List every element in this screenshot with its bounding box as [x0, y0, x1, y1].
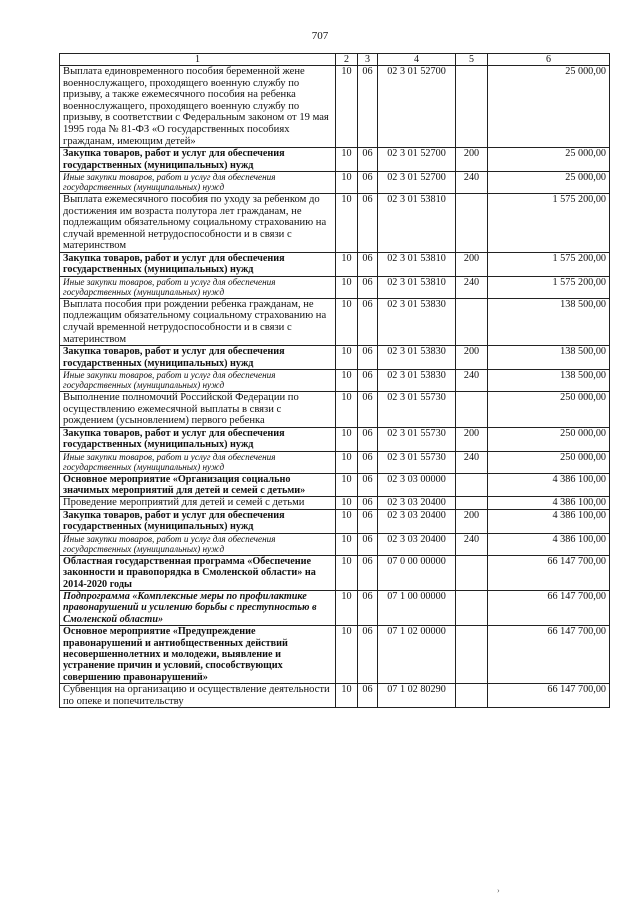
row-name-cell: Иные закупки товаров, работ и услуг для обеспечения государственных (муниципальных) нужд	[60, 451, 336, 473]
table-row	[60, 427, 610, 451]
table-row	[60, 66, 610, 148]
section-code-cell: 10	[336, 497, 358, 510]
target-article-cell: 07 0 00 00000	[378, 555, 456, 590]
table-row	[60, 555, 610, 590]
subsection-code-cell: 06	[358, 427, 378, 451]
subsection-code-cell: 06	[358, 684, 378, 708]
section-code-cell: 10	[336, 252, 358, 276]
header-col-1: 1	[60, 54, 336, 66]
amount-cell: 138 500,00	[488, 346, 610, 370]
target-article-cell: 02 3 01 55730	[378, 427, 456, 451]
table-row	[60, 193, 610, 252]
row-name-cell: Иные закупки товаров, работ и услуг для обеспечения государственных (муниципальных) нужд	[60, 276, 336, 298]
expense-type-cell: 200	[456, 252, 488, 276]
amount-cell: 66 147 700,00	[488, 555, 610, 590]
row-name-cell: Основное мероприятие «Предупреждение правонарушений и антиобщественных действий несовершеннолетних и молодежи, выявление и устранение причин и условий, способствующих совершению правонарушений»	[60, 626, 336, 684]
amount-cell: 1 575 200,00	[488, 193, 610, 252]
table-row	[60, 451, 610, 473]
header-col-3: 3	[358, 54, 378, 66]
section-code-cell: 10	[336, 369, 358, 391]
target-article-cell: 02 3 01 53810	[378, 276, 456, 298]
amount-cell: 25 000,00	[488, 66, 610, 148]
section-code-cell: 10	[336, 427, 358, 451]
expense-type-cell: 200	[456, 148, 488, 172]
subsection-code-cell: 06	[358, 148, 378, 172]
section-code-cell: 10	[336, 298, 358, 345]
subsection-code-cell: 06	[358, 252, 378, 276]
target-article-cell: 02 3 01 52700	[378, 148, 456, 172]
amount-cell: 4 386 100,00	[488, 533, 610, 555]
table-row	[60, 684, 610, 708]
row-name-cell: Основное мероприятие «Организация социально значимых мероприятий для детей и семей с детьми»	[60, 473, 336, 497]
target-article-cell: 02 3 01 53830	[378, 369, 456, 391]
amount-cell: 66 147 700,00	[488, 626, 610, 684]
row-name-cell: Субвенция на организацию и осуществление деятельности по опеке и попечительству	[60, 684, 336, 708]
expense-type-cell: 240	[456, 171, 488, 193]
target-article-cell: 02 3 03 20400	[378, 533, 456, 555]
row-name-cell: Выполнение полномочий Российской Федерации по осуществлению ежемесячной выплаты в связи с рождением (усыновлением) первого ребенка	[60, 391, 336, 427]
amount-cell: 4 386 100,00	[488, 509, 610, 533]
table-row	[60, 171, 610, 193]
table-row	[60, 148, 610, 172]
table-row	[60, 369, 610, 391]
target-article-cell: 02 3 01 53830	[378, 298, 456, 345]
row-name-cell: Закупка товаров, работ и услуг для обеспечения государственных (муниципальных) нужд	[60, 148, 336, 172]
subsection-code-cell: 06	[358, 193, 378, 252]
expense-type-cell	[456, 193, 488, 252]
amount-cell: 250 000,00	[488, 391, 610, 427]
header-col-5: 5	[456, 54, 488, 66]
row-name-cell: Областная государственная программа «Обеспечение законности и правопорядка в Смоленской области» на 2014-2020 годы	[60, 555, 336, 590]
subsection-code-cell: 06	[358, 497, 378, 510]
table-row	[60, 626, 610, 684]
amount-cell: 66 147 700,00	[488, 590, 610, 625]
scan-mark: ›	[497, 886, 500, 895]
subsection-code-cell: 06	[358, 533, 378, 555]
table-row	[60, 252, 610, 276]
subsection-code-cell: 06	[358, 451, 378, 473]
header-col-4: 4	[378, 54, 456, 66]
section-code-cell: 10	[336, 66, 358, 148]
table-row	[60, 276, 610, 298]
table-row	[60, 590, 610, 625]
section-code-cell: 10	[336, 171, 358, 193]
target-article-cell: 02 3 01 53810	[378, 193, 456, 252]
expense-type-cell	[456, 298, 488, 345]
target-article-cell: 02 3 03 20400	[378, 497, 456, 510]
section-code-cell: 10	[336, 391, 358, 427]
header-col-2: 2	[336, 54, 358, 66]
row-name-cell: Закупка товаров, работ и услуг для обеспечения государственных (муниципальных) нужд	[60, 427, 336, 451]
table-row	[60, 391, 610, 427]
section-code-cell: 10	[336, 473, 358, 497]
target-article-cell: 02 3 03 20400	[378, 509, 456, 533]
section-code-cell: 10	[336, 626, 358, 684]
row-name-cell: Иные закупки товаров, работ и услуг для обеспечения государственных (муниципальных) нужд	[60, 369, 336, 391]
subsection-code-cell: 06	[358, 66, 378, 148]
row-name-cell: Иные закупки товаров, работ и услуг для обеспечения государственных (муниципальных) нужд	[60, 171, 336, 193]
expense-type-cell: 200	[456, 427, 488, 451]
expense-type-cell	[456, 473, 488, 497]
amount-cell: 66 147 700,00	[488, 684, 610, 708]
header-row	[60, 54, 610, 66]
section-code-cell: 10	[336, 684, 358, 708]
section-code-cell: 10	[336, 451, 358, 473]
row-name-cell: Закупка товаров, работ и услуг для обеспечения государственных (муниципальных) нужд	[60, 509, 336, 533]
target-article-cell: 07 1 02 00000	[378, 626, 456, 684]
section-code-cell: 10	[336, 509, 358, 533]
budget-table	[59, 53, 610, 708]
expense-type-cell	[456, 391, 488, 427]
table-row	[60, 298, 610, 345]
row-name-cell: Подпрограмма «Комплексные меры по профилактике правонарушений и усилению борьбы с преступностью в Смоленской области»	[60, 590, 336, 625]
expense-type-cell: 240	[456, 369, 488, 391]
expense-type-cell	[456, 555, 488, 590]
row-name-cell: Закупка товаров, работ и услуг для обеспечения государственных (муниципальных) нужд	[60, 252, 336, 276]
target-article-cell: 02 3 03 00000	[378, 473, 456, 497]
target-article-cell: 02 3 01 52700	[378, 171, 456, 193]
subsection-code-cell: 06	[358, 509, 378, 533]
row-name-cell: Проведение мероприятий для детей и семей с детьми	[60, 497, 336, 510]
table-row	[60, 509, 610, 533]
expense-type-cell	[456, 497, 488, 510]
amount-cell: 4 386 100,00	[488, 497, 610, 510]
table-row	[60, 497, 610, 510]
row-name-cell: Выплата ежемесячного пособия по уходу за ребенком до достижения им возраста полутора лет гражданам, не подлежащим обязательному социальному страхованию на случай временной нетрудоспособности и в связи с материнством	[60, 193, 336, 252]
subsection-code-cell: 06	[358, 276, 378, 298]
expense-type-cell	[456, 684, 488, 708]
target-article-cell: 02 3 01 55730	[378, 451, 456, 473]
section-code-cell: 10	[336, 148, 358, 172]
expense-type-cell: 200	[456, 509, 488, 533]
amount-cell: 138 500,00	[488, 298, 610, 345]
amount-cell: 250 000,00	[488, 451, 610, 473]
amount-cell: 25 000,00	[488, 148, 610, 172]
amount-cell: 4 386 100,00	[488, 473, 610, 497]
subsection-code-cell: 06	[358, 298, 378, 345]
subsection-code-cell: 06	[358, 626, 378, 684]
subsection-code-cell: 06	[358, 473, 378, 497]
header-col-6: 6	[488, 54, 610, 66]
table-row	[60, 473, 610, 497]
subsection-code-cell: 06	[358, 391, 378, 427]
target-article-cell: 02 3 01 52700	[378, 66, 456, 148]
expense-type-cell: 240	[456, 451, 488, 473]
row-name-cell: Закупка товаров, работ и услуг для обеспечения государственных (муниципальных) нужд	[60, 346, 336, 370]
target-article-cell: 07 1 00 00000	[378, 590, 456, 625]
expense-type-cell: 200	[456, 346, 488, 370]
target-article-cell: 02 3 01 55730	[378, 391, 456, 427]
expense-type-cell: 240	[456, 533, 488, 555]
subsection-code-cell: 06	[358, 369, 378, 391]
subsection-code-cell: 06	[358, 590, 378, 625]
expense-type-cell	[456, 66, 488, 148]
subsection-code-cell: 06	[358, 171, 378, 193]
amount-cell: 1 575 200,00	[488, 276, 610, 298]
expense-type-cell	[456, 626, 488, 684]
amount-cell: 138 500,00	[488, 369, 610, 391]
table-row	[60, 533, 610, 555]
expense-type-cell	[456, 590, 488, 625]
section-code-cell: 10	[336, 555, 358, 590]
expense-type-cell: 240	[456, 276, 488, 298]
section-code-cell: 10	[336, 590, 358, 625]
section-code-cell: 10	[336, 276, 358, 298]
row-name-cell: Иные закупки товаров, работ и услуг для обеспечения государственных (муниципальных) нужд	[60, 533, 336, 555]
section-code-cell: 10	[336, 533, 358, 555]
target-article-cell: 07 1 02 80290	[378, 684, 456, 708]
section-code-cell: 10	[336, 193, 358, 252]
subsection-code-cell: 06	[358, 555, 378, 590]
amount-cell: 250 000,00	[488, 427, 610, 451]
row-name-cell: Выплата пособия при рождении ребенка гражданам, не подлежащим обязательному социальному страхованию на случай временной нетрудоспособности и в связи с материнством	[60, 298, 336, 345]
amount-cell: 1 575 200,00	[488, 252, 610, 276]
amount-cell: 25 000,00	[488, 171, 610, 193]
page-number: 707	[311, 30, 329, 42]
section-code-cell: 10	[336, 346, 358, 370]
row-name-cell: Выплата единовременного пособия беременной жене военнослужащего, проходящего военную службу по призыву, а также ежемесячного пособия на ребенка военнослужащего, проходящего военную службу по призыву, в соответствии с Федеральным законом от 19 мая 1995 года № 81-ФЗ «О государственных пособиях гражданам, имеющим детей»	[60, 66, 336, 148]
target-article-cell: 02 3 01 53810	[378, 252, 456, 276]
subsection-code-cell: 06	[358, 346, 378, 370]
table-row	[60, 346, 610, 370]
target-article-cell: 02 3 01 53830	[378, 346, 456, 370]
